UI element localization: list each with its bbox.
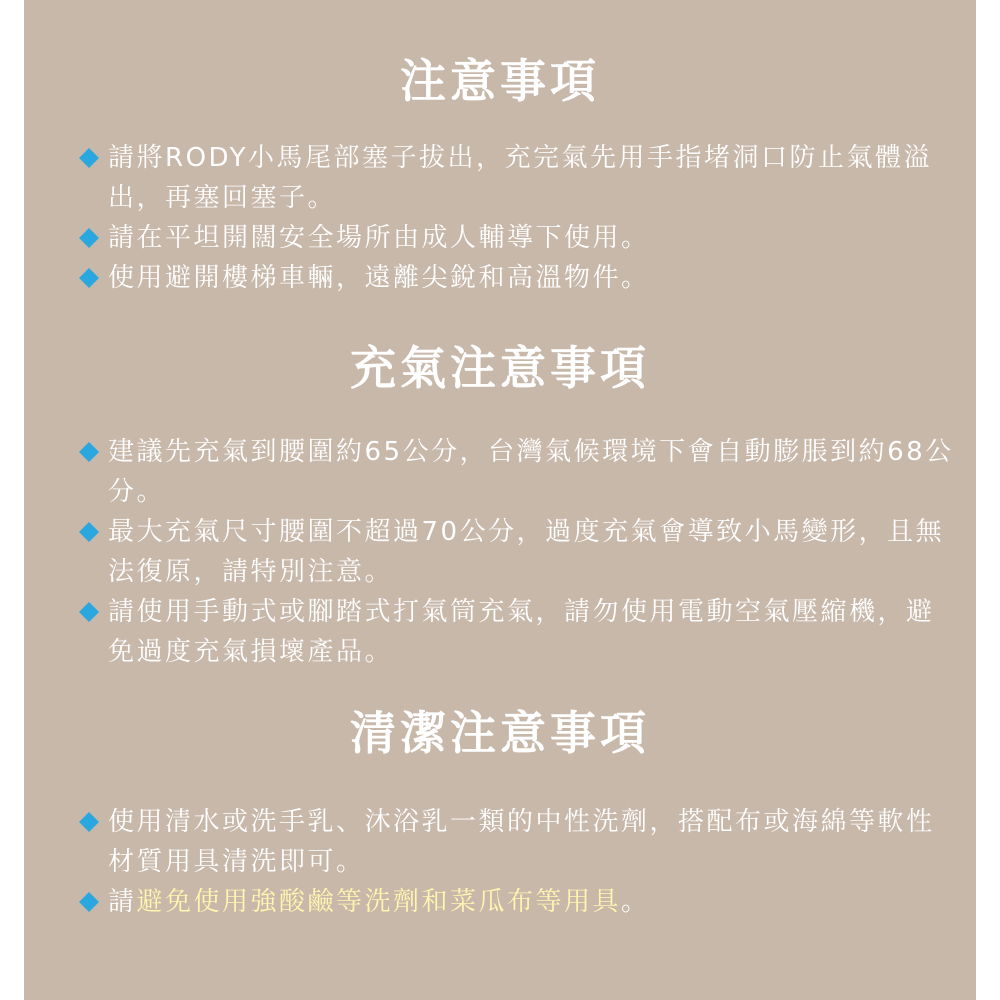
list-item-text-suffix: 。 — [621, 887, 650, 917]
notice-list — [78, 138, 958, 298]
blue-diamond-icon — [78, 512, 108, 552]
blue-diamond-icon — [78, 802, 108, 842]
list-item-text: 最大充氣尺寸腰圍不超過70公分，過度充氣會導致小馬變形，且無法復原，請特別注意。 — [108, 517, 945, 587]
list-item-text: 使用清水或洗手乳、沐浴乳一類的中性洗劑，搭配布或海綿等軟性材質用具清洗即可。 — [108, 807, 935, 877]
list-item — [78, 432, 958, 512]
list-item — [78, 258, 958, 298]
blue-diamond-icon — [78, 882, 108, 922]
list-item — [78, 592, 958, 672]
blue-diamond-icon — [78, 258, 108, 298]
cleaning-list — [78, 802, 958, 922]
section-title-notice: 注意事項 — [400, 54, 600, 108]
list-item-text: 請在平坦開闊安全場所由成人輔導下使用。 — [108, 223, 650, 253]
inflation-list — [78, 432, 958, 672]
list-item — [78, 218, 958, 258]
list-item — [78, 802, 958, 882]
list-item-text: 建議先充氣到腰圍約65公分，台灣氣候環境下會自動膨脹到約68公分。 — [108, 437, 954, 507]
list-item — [78, 512, 958, 592]
notice-panel — [24, 0, 976, 1000]
list-item — [78, 138, 958, 218]
blue-diamond-icon — [78, 218, 108, 258]
list-item — [78, 882, 958, 922]
blue-diamond-icon — [78, 138, 108, 178]
highlighted-warning-text: 避免使用強酸鹼等洗劑和菜瓜布等用具 — [136, 887, 622, 917]
list-item-text: 使用避開樓梯車輛，遠離尖銳和高溫物件。 — [108, 263, 650, 293]
list-item-text: 請使用手動式或腳踏式打氣筒充氣，請勿使用電動空氣壓縮機，避免過度充氣損壞產品。 — [108, 597, 935, 667]
list-item-text: 請將RODY小馬尾部塞子拔出，充完氣先用手指堵洞口防止氣體溢出，再塞回塞子。 — [108, 143, 933, 213]
blue-diamond-icon — [78, 432, 108, 472]
section-title-inflation: 充氣注意事項 — [350, 341, 650, 395]
blue-diamond-icon — [78, 592, 108, 632]
section-title-cleaning: 清潔注意事項 — [350, 706, 650, 760]
list-item-text-prefix: 請 — [108, 887, 137, 917]
